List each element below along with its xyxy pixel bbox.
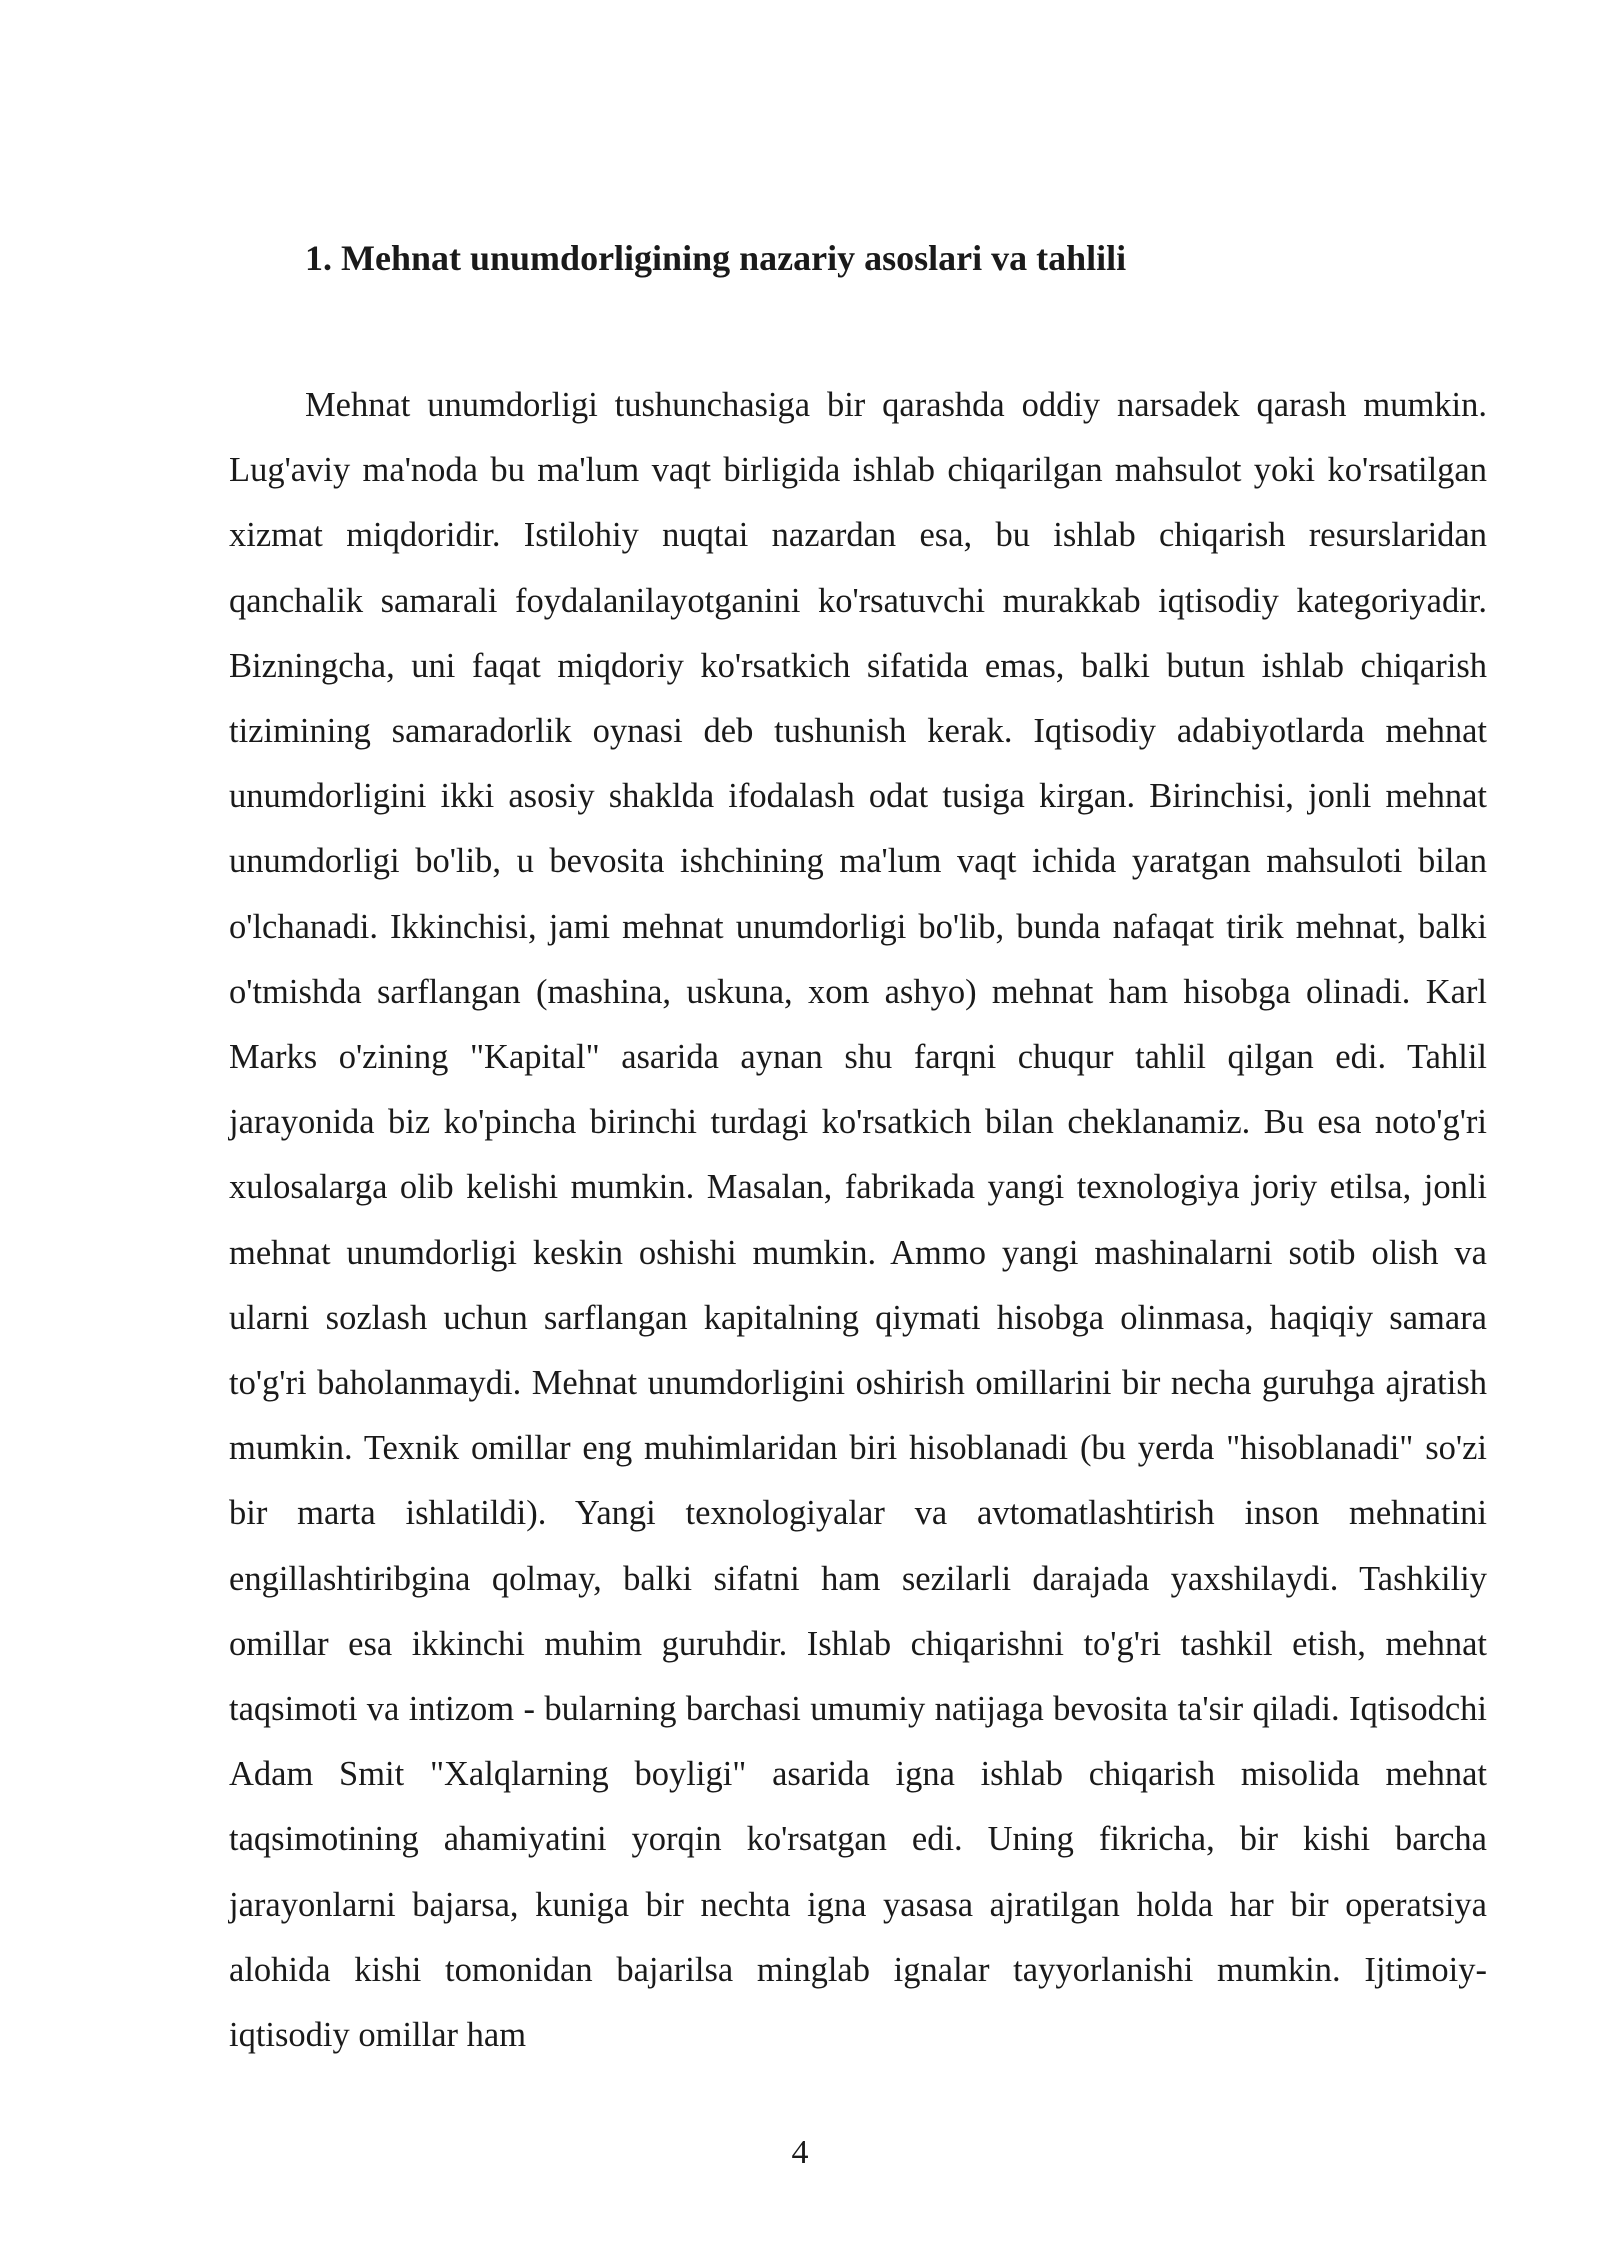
section-heading: 1. Mehnat unumdorligining nazariy asoslari va tahlili <box>305 238 1127 278</box>
page-number: 4 <box>791 2134 809 2171</box>
body-paragraph: Mehnat unumdorligi tushunchasiga bir qarashda oddiy narsadek qarash mumkin. Lug'aviy ma'noda bu ma'lum vaqt birligida ishlab chiqarilgan mahsulot yoki ko'rsatilgan xizmat miqdoridir. Istilohiy nuqtai nazardan esa, bu ishlab chiqarish resurslaridan qanchalik samarali foydalanilayotganini ko'rsatuvchi murakkab iqtisodiy kategoriyadir. Bizningcha, uni faqat miqdoriy ko'rsatkich sifatida emas, balki butun ishlab chiqarish tizimining samaradorlik oynasi deb tushunish kerak. Iqtisodiy adabiyotlarda mehnat unumdorligini ikki asosiy shaklda ifodalash odat tusiga kirgan. Birinchisi, jonli mehnat unumdorligi bo'lib, u bevosita ishchining ma'lum vaqt ichida yaratgan mahsuloti bilan o'lchanadi. Ikkinchisi, jami mehnat unumdorligi bo'lib, bunda nafaqat tirik mehnat, balki o'tmishda sarflangan (mashina, uskuna, xom ashyo) mehnat ham hisobga olinadi. Karl Marks o'zining "Kapital" asarida aynan shu farqni chuqur tahlil qilgan edi. Tahlil jarayonida biz ko'pincha birinchi turdagi ko'rsatkich bilan cheklanamiz. Bu esa noto'g'ri xulosalarga olib kelishi mumkin. Masalan, fabrikada yangi texnologiya joriy etilsa, jonli mehnat unumdorligi keskin oshishi mumkin. Ammo yangi mashinalarni sotib olish va ularni sozlash uchun sarflangan kapitalning qiymati hisobga olinmasa, haqiqiy samara to'g'ri baholanmaydi. Mehnat unumdorligini oshirish omillarini bir necha guruhga ajratish mumkin. Texnik omillar eng muhimlaridan biri hisoblanadi (bu yerda "hisoblanadi" so'zi bir marta ishlatildi). Yangi texnologiyalar va avtomatlashtirish inson mehnatini engillashtiribgina qolmay, balki sifatni ham sezilarli darajada yaxshilaydi. Tashkiliy omillar esa ikkinchi muhim guruhdir. Ishlab chiqarishni to'g'ri tashkil etish, mehnat taqsimoti va intizom - bularning barchasi umumiy natijaga bevosita ta'sir qiladi. Iqtisodchi Adam Smit "Xalqlarning boyligi" asarida igna ishlab chiqarish misolida mehnat taqsimotining ahamiyatini yorqin ko'rsatgan edi. Uning fikricha, bir kishi barcha jarayonlarni bajarsa, kuniga bir nechta igna yasasa ajratilgan holda har bir operatsiya alohida kishi tomonidan bajarilsa minglab ignalar tayyorlanishi mumkin. Ijtimoiy-iqtisodiy omillar ham <box>229 386 1487 2055</box>
